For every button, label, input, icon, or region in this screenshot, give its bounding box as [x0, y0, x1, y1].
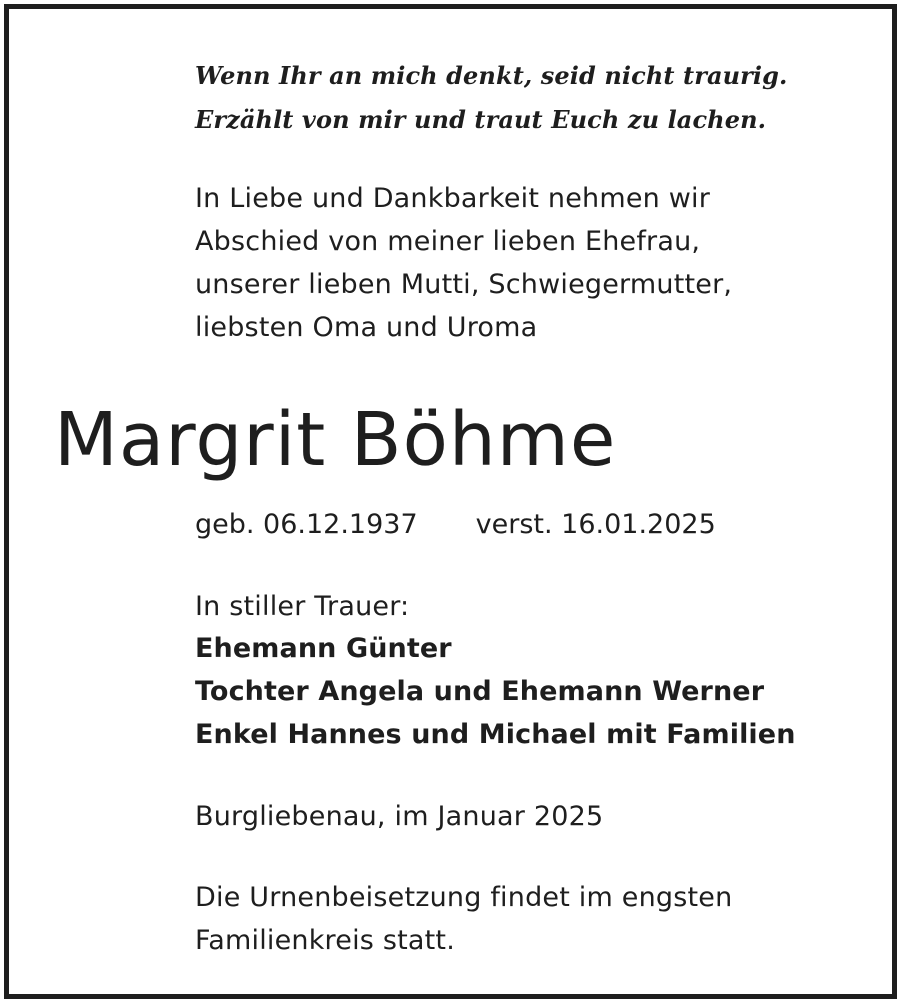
intro-line-2: Abschied von meiner lieben Ehefrau, — [195, 226, 701, 257]
place-date: Burgliebenau, im Januar 2025 — [195, 801, 604, 832]
death-date: verst. 16.01.2025 — [475, 509, 716, 540]
quote-line-1: Wenn Ihr an mich denkt, seid nicht traurig. — [195, 61, 788, 90]
note-line-2: Familienkreis statt. — [195, 925, 455, 956]
life-dates — [195, 509, 716, 540]
intro-line-1: In Liebe und Dankbarkeit nehmen wir — [195, 183, 711, 214]
quote-line-2: Erzählt von mir und traut Euch zu lachen. — [195, 105, 767, 134]
mourner-3: Enkel Hannes und Michael mit Familien — [195, 719, 796, 750]
intro-line-3: unserer lieben Mutti, Schwiegermutter, — [195, 269, 733, 300]
mourner-2: Tochter Angela und Ehemann Werner — [195, 676, 765, 707]
birth-date: geb. 06.12.1937 — [195, 509, 418, 540]
note-line-1: Die Urnenbeisetzung findet im engsten — [195, 882, 733, 913]
mourners-heading: In stiller Trauer: — [195, 591, 410, 622]
deceased-name: Margrit Böhme — [54, 397, 617, 483]
obituary-frame — [4, 4, 897, 999]
intro-line-4: liebsten Oma und Uroma — [195, 312, 538, 343]
mourner-1: Ehemann Günter — [195, 633, 452, 664]
